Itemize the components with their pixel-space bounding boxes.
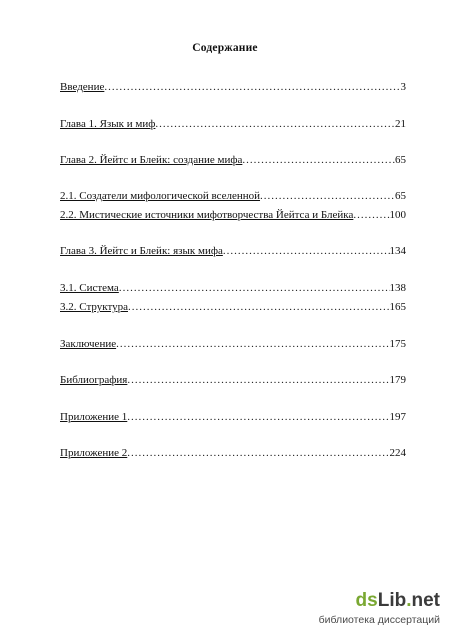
dslib-tagline: библиотека диссертаций bbox=[318, 614, 440, 626]
toc-page-number: 175 bbox=[389, 338, 406, 350]
toc-dot-leader bbox=[128, 300, 390, 314]
toc-page-number: 179 bbox=[389, 374, 406, 386]
toc-dot-leader bbox=[104, 80, 400, 94]
toc-entry-section-3-1[interactable] bbox=[60, 281, 406, 295]
toc-dot-leader bbox=[127, 446, 389, 460]
toc-dot-leader bbox=[223, 244, 390, 258]
toc-entry-chapter-3[interactable] bbox=[60, 244, 406, 258]
toc-page-number: 134 bbox=[389, 245, 406, 257]
toc-entry-title: Глава 2. Йейтс и Блейк: создание мифа bbox=[60, 154, 243, 166]
toc-page-number: 100 bbox=[389, 209, 406, 221]
dslib-logo bbox=[356, 589, 440, 613]
toc-entry-section-2-2[interactable] bbox=[60, 208, 406, 222]
toc-entry-chapter-1[interactable] bbox=[60, 117, 406, 131]
toc-dot-leader bbox=[127, 373, 389, 387]
toc-page-number: 65 bbox=[395, 154, 406, 166]
toc-page-number: 138 bbox=[389, 282, 406, 294]
toc-dot-leader bbox=[353, 208, 389, 222]
toc-dot-leader bbox=[260, 189, 395, 203]
toc-entry-title: Приложение 2 bbox=[60, 447, 128, 459]
toc-entry-title: Приложение 1 bbox=[60, 411, 128, 423]
toc-entry-title: 3.2. Структура bbox=[60, 301, 128, 313]
toc-entry-title: 3.1. Система bbox=[60, 282, 119, 294]
toc-entry-title: Заключение bbox=[60, 338, 117, 350]
toc-page-number: 65 bbox=[395, 190, 406, 202]
toc-dot-leader bbox=[155, 117, 395, 131]
toc-entry-appendix-1[interactable] bbox=[60, 410, 406, 424]
toc-entry-section-3-2[interactable] bbox=[60, 300, 406, 314]
toc-entry-conclusion[interactable] bbox=[60, 337, 406, 351]
toc-page-number: 3 bbox=[400, 81, 406, 93]
dslib-logo-dot: . bbox=[406, 590, 412, 611]
page-title: Содержание bbox=[192, 42, 258, 54]
toc-entry-chapter-2[interactable] bbox=[60, 153, 406, 167]
dslib-watermark bbox=[318, 589, 440, 629]
toc-entry-title: Введение bbox=[60, 81, 105, 93]
toc-entry-title: 2.2. Мистические источники мифотворчества Йейтса и Блейка bbox=[60, 209, 354, 221]
toc-entry-appendix-2[interactable] bbox=[60, 446, 406, 460]
toc-entry-introduction[interactable] bbox=[60, 80, 406, 94]
toc-dot-leader bbox=[242, 153, 395, 167]
toc-entry-title: 2.1. Создатели мифологической вселенной bbox=[60, 190, 261, 202]
dslib-logo-net: net bbox=[411, 590, 440, 611]
dslib-logo-ds: ds bbox=[355, 590, 378, 611]
toc-page-number: 165 bbox=[389, 301, 406, 313]
toc-page-number: 197 bbox=[389, 411, 406, 423]
toc-entry-title: Библиография bbox=[60, 374, 128, 386]
toc-dot-leader bbox=[119, 281, 390, 295]
toc-entry-title: Глава 3. Йейтс и Блейк: язык мифа bbox=[60, 245, 223, 257]
toc-entry-bibliography[interactable] bbox=[60, 373, 406, 387]
toc-dot-leader bbox=[127, 410, 389, 424]
toc-entry-title: Глава 1. Язык и миф bbox=[60, 118, 156, 130]
toc-dot-leader bbox=[116, 337, 389, 351]
toc-entry-section-2-1[interactable] bbox=[60, 189, 406, 203]
toc-page-number: 224 bbox=[389, 447, 406, 459]
dslib-logo-lib: Lib bbox=[377, 590, 407, 611]
toc-page-number: 21 bbox=[395, 118, 406, 130]
